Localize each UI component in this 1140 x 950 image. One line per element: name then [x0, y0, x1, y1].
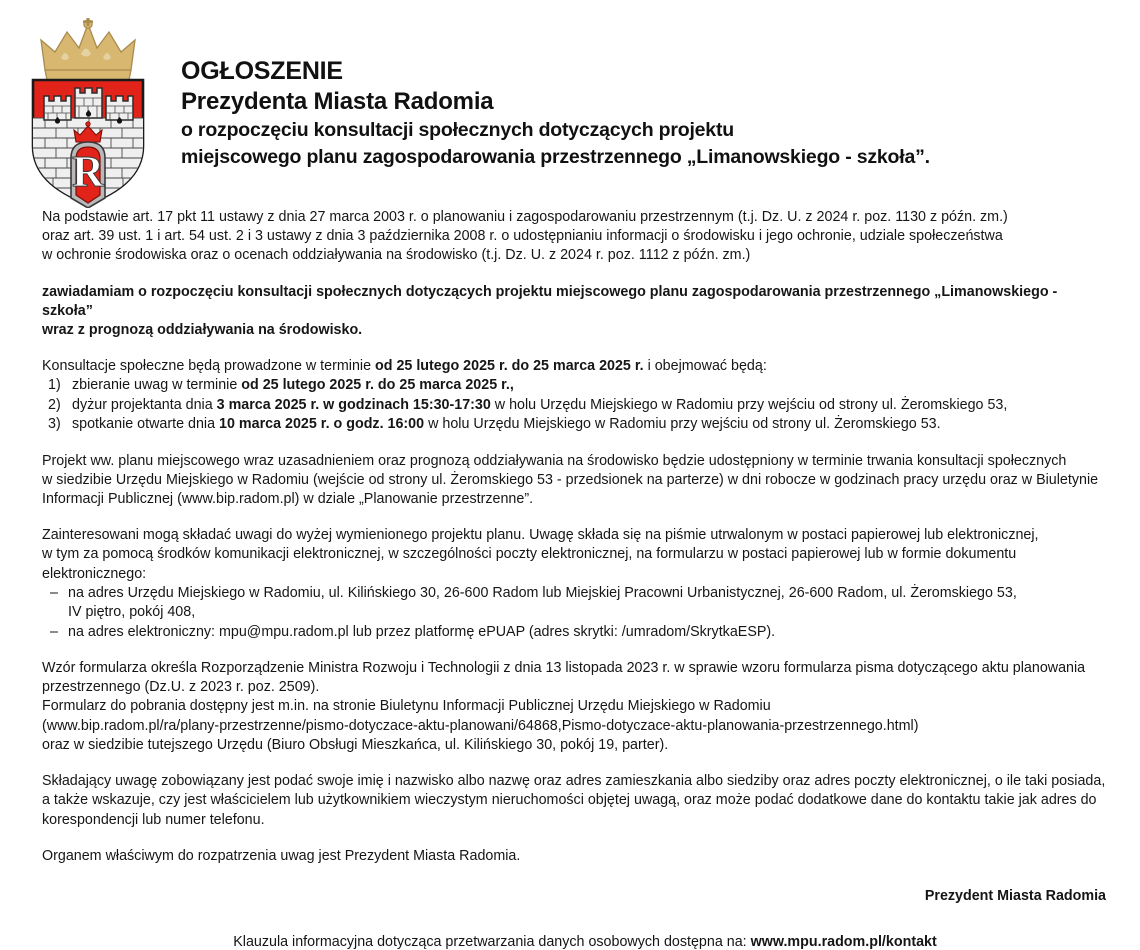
list-item — [42, 415, 1106, 434]
availability-line-3: Informacji Publicznej (www.bip.radom.pl) w dziale „Planowanie przestrzenne”. — [42, 491, 534, 508]
list-item-text — [72, 396, 1106, 415]
consultations-list — [42, 376, 1106, 434]
list-item-after: w holu Urzędu Miejskiego w Radomiu przy wejściu od strony ul. Żeromskiego 53, — [490, 396, 1008, 413]
list-item-bold: 10 marca 2025 r. o godz. 16:00 — [219, 416, 425, 433]
requirements-line-1: Składający uwagę zobowiązany jest podać swoje imię i nazwisko albo nazwę oraz adres zamieszkania albo siedziby oraz adres poczty elektronicznej, o ile taki posiada, — [42, 773, 1106, 790]
form-info-line-2: przestrzennego (Dz.U. z 2023 r. poz. 2509). — [42, 679, 320, 696]
signature-block: Prezydent Miasta Radomia — [924, 887, 1106, 904]
consultations-intro — [42, 357, 1106, 376]
svg-text:R: R — [71, 147, 104, 196]
list-item-dash: – — [50, 623, 58, 640]
list-item — [42, 584, 1106, 623]
requirements-paragraph — [42, 772, 1106, 830]
submissions-line-2: w tym za pomocą środków komunikacji elektronicznej, w szczególności poczty elektronicznej, na formularzu w postaci papierowej lub w formie dokumentu elektronicznego: — [42, 546, 1017, 582]
list-item-text — [72, 376, 1106, 395]
privacy-clause-url[interactable]: www.mpu.radom.pl/kontakt — [750, 933, 937, 950]
page-subtitle-line3: o rozpoczęciu konsultacji społecznych dotyczących projektu — [181, 119, 734, 141]
list-item-bold: od 25 lutego 2025 r. do 25 marca 2025 r., — [241, 377, 514, 394]
requirements-line-3: korespondencji lub numer telefonu. — [42, 811, 265, 828]
list-item-after: w holu Urzędu Miejskiego w Radomiu przy wejściu od strony ul. Żeromskiego 53. — [424, 416, 941, 433]
radom-coat-of-arms-icon — [23, 18, 153, 208]
submissions-line-1: Zainteresowani mogą składać uwagi do wyżej wymienionego projektu planu. Uwagę składa się na piśmie utrwalonym w postaci papierowej lub elektronicznej, — [42, 527, 1039, 544]
availability-paragraph — [42, 452, 1106, 510]
document-header — [0, 0, 1140, 208]
authority-line-1: Organem właściwym do rozpatrzenia uwag jest Prezydent Miasta Radomia. — [42, 847, 521, 864]
list-item-number: 2) — [48, 396, 61, 413]
submissions-address-list — [42, 584, 1106, 642]
legal-basis-paragraph — [42, 208, 1106, 266]
list-item-text — [68, 584, 1106, 623]
list-item-before: dyżur projektanta dnia — [72, 396, 217, 413]
list-item-text — [68, 623, 1106, 642]
list-item-line-1: na adres Urzędu Miejskiego w Radomiu, ul. Kilińskiego 30, 26-600 Radom lub Miejskiej Pracowni Urbanistycznej, 26-600 Radom, ul. Żeromskiego 53, — [68, 584, 1017, 601]
list-item — [42, 376, 1106, 395]
declaration-line-1: zawiadamiam o rozpoczęciu konsultacji społecznych dotyczących projektu miejscowego planu zagospodarowania przestrzennego „Limanowskiego - szkoła” — [42, 283, 1058, 319]
form-info-line-5: oraz w siedzibie tutejszego Urzędu (Biuro Obsługi Mieszkańca, ul. Kilińskiego 30, pokój 19, parter). — [42, 736, 669, 753]
shield-icon — [33, 80, 143, 208]
legal-basis-line-2: oraz art. 39 ust. 1 i art. 54 ust. 2 i 3 ustawy z dnia 3 października 2008 r. o udostępnianiu informacji o środowisku i jego ochronie, udziale społeczeństwa — [42, 228, 1003, 245]
consultations-intro-dates: od 25 lutego 2025 r. do 25 marca 2025 r. — [375, 358, 644, 375]
list-item-line-1: na adres elektroniczny: mpu@mpu.radom.pl lub przez platformę ePUAP (adres skrytki: /umradom/SkrytkaESP). — [68, 623, 776, 640]
page-subtitle-line4: miejscowego planu zagospodarowania przestrzennego „Limanowskiego - szkoła”. — [181, 146, 930, 168]
consultations-intro-before: Konsultacje społeczne będą prowadzone w terminie — [42, 358, 375, 375]
document-body — [0, 208, 1140, 866]
crown-icon — [41, 18, 135, 80]
form-info-paragraph — [42, 659, 1106, 755]
list-item-bold: 3 marca 2025 r. w godzinach 15:30-17:30 — [216, 396, 491, 413]
list-item-text — [72, 415, 1106, 434]
privacy-clause — [0, 934, 1140, 950]
list-item-before: zbieranie uwag w terminie — [72, 377, 242, 394]
gate-with-letter-r — [71, 142, 105, 208]
legal-basis-line-3: w ochronie środowiska oraz o ocenach oddziaływania na środowisko (t.j. Dz. U. z 2024 r. poz. 1112 z późn. zm.) — [42, 247, 751, 264]
availability-line-1: Projekt ww. planu miejscowego wraz uzasadnieniem oraz prognozą oddziaływania na środowisko będzie udostępniony w terminie trwania konsultacji społecznych — [42, 452, 1067, 469]
coat-of-arms-container — [0, 14, 175, 208]
list-item-line-2: IV piętro, pokój 408, — [68, 604, 196, 621]
requirements-line-2: a także wskazuje, czy jest właścicielem lub użytkownikiem wieczystym nieruchomości objętej uwagą, oraz może podać dodatkowe dane do kontaktu takie jak adres do — [42, 792, 1097, 809]
legal-basis-line-1: Na podstawie art. 17 pkt 11 ustawy z dnia 27 marca 2003 r. o planowaniu i zagospodarowaniu przestrzennym (t.j. Dz. U. z 2024 r. poz. 1130 z późn. zm.) — [42, 209, 1008, 225]
list-item — [42, 623, 1106, 642]
availability-line-2: w siedzibie Urzędu Miejskiego w Radomiu (wejście od strony ul. Żeromskiego 53 - przedsionek na parterze) w dni robocze w godzinach pracy urzędu oraz w Biuletynie — [42, 471, 1099, 488]
declaration-line-2: wraz z prognozą oddziaływania na środowisko. — [42, 322, 363, 339]
form-info-line-4: (www.bip.radom.pl/ra/plany-przestrzenne/pismo-dotyczace-aktu-planowani/64868,Pismo-dotyczace-aktu-planowania-przestrzennego.html) — [42, 717, 919, 734]
page-subtitle: Prezydenta Miasta Radomia — [181, 88, 494, 115]
list-item-number: 1) — [48, 377, 61, 394]
list-item-dash: – — [50, 584, 58, 601]
page-title: OGŁOSZENIE — [181, 57, 343, 85]
declaration-paragraph — [42, 283, 1106, 341]
list-item-before: spotkanie otwarte dnia — [72, 416, 220, 433]
authority-paragraph — [42, 847, 1106, 866]
form-info-line-3: Formularz do pobrania dostępny jest m.in. na stronie Biuletynu Informacji Publicznej Urzędu Miejskiego w Radomiu — [42, 698, 771, 715]
list-item-number: 3) — [48, 416, 61, 433]
consultations-intro-after: i obejmować będą: — [643, 358, 767, 375]
submissions-paragraph — [42, 526, 1106, 584]
form-info-line-1: Wzór formularza określa Rozporządzenie Ministra Rozwoju i Technologii z dnia 13 listopada 2023 r. w sprawie wzoru formularza pisma dotyczącego aktu planowania — [42, 660, 1086, 677]
privacy-clause-text: Klauzula informacyjna dotycząca przetwarzania danych osobowych dostępna na: — [233, 933, 751, 950]
list-item — [42, 396, 1106, 415]
header-title-block — [175, 14, 930, 171]
